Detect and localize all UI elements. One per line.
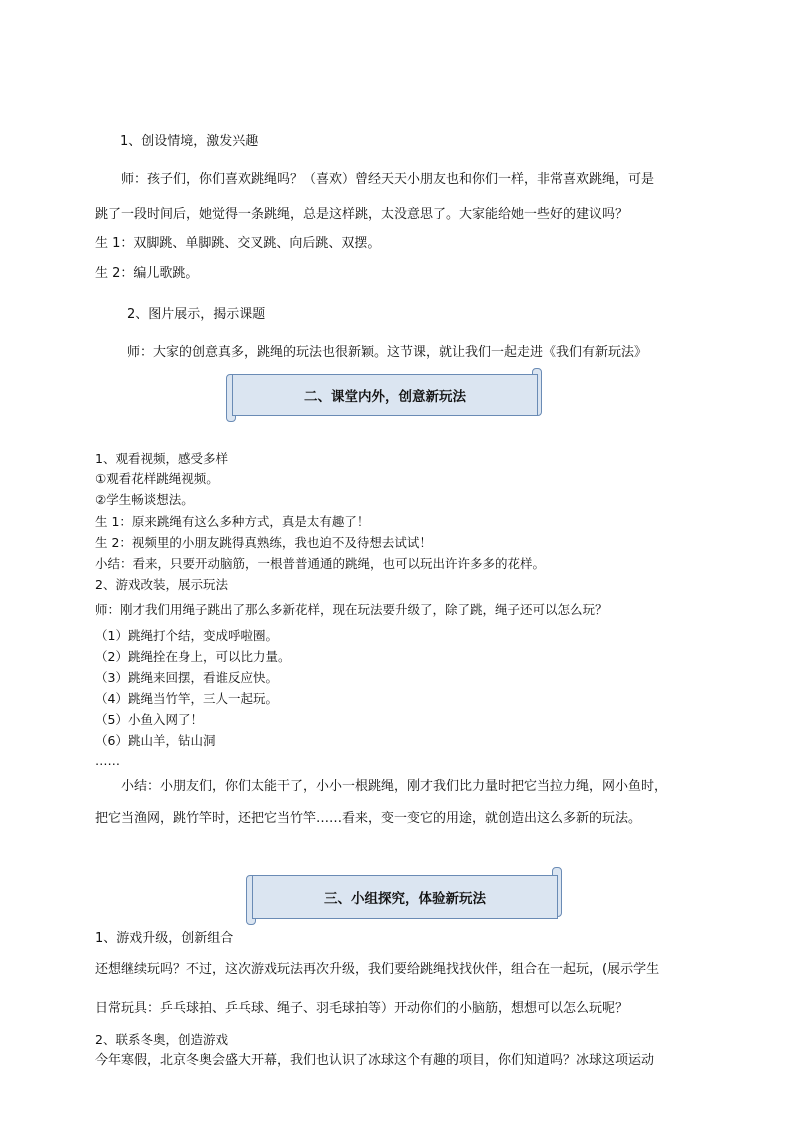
student-2-response: 生 2：视频里的小朋友跳得真熟练，我也迫不及待想去试试！: [95, 535, 432, 550]
banner-title: 二、课堂内外，创意新玩法: [232, 374, 538, 416]
list-item: （5）小鱼入网了！: [95, 712, 203, 727]
teacher-line-2: 师：大家的创意真多，跳绳的玩法也很新颖。这节课，就让我们一起走进《我们有新玩法》: [127, 345, 648, 360]
list-item: ①观看花样跳绳视频。: [95, 471, 219, 486]
student-1-line: 生 1：双脚跳、单脚跳、交叉跳、向后跳、双摆。: [95, 236, 381, 251]
list-item: （2）跳绳拴在身上，可以比力量。: [95, 649, 291, 664]
heading-watch-video: 1、观看视频，感受多样: [95, 451, 228, 466]
list-item: （3）跳绳来回摆，看谁反应快。: [95, 670, 278, 685]
paragraph-1b: 日常玩具：乒乓球拍、乒乓球、绳子、羽毛球拍等）开动你们的小脑筋，想想可以怎么玩呢？: [95, 1001, 629, 1016]
list-item: （4）跳绳当竹竿，三人一起玩。: [95, 691, 278, 706]
ellipsis: ……: [95, 753, 120, 768]
section-banner-2: [226, 368, 542, 420]
heading-game-modify: 2、游戏改装，展示玩法: [95, 577, 228, 592]
teacher-line-1a: 师：孩子们，你们喜欢跳绳吗？（喜欢）曾经天天小朋友也和你们一样，非常喜欢跳绳，可是: [121, 172, 655, 187]
heading-create-situation: 1、创设情境，激发兴趣: [120, 134, 259, 149]
section-banner-3: [246, 867, 562, 923]
banner-title: 三、小组探究，体验新玩法: [252, 875, 558, 919]
summary-2a: 小结：小朋友们，你们太能干了，小小一根跳绳，刚才我们比力量时把它当拉力绳，网小鱼时，: [121, 779, 668, 794]
summary-1: 小结：看来，只要开动脑筋，一根普普通通的跳绳，也可以玩出许许多多的花样。: [95, 556, 546, 571]
list-item: （6）跳山羊，钻山洞: [95, 733, 216, 748]
teacher-question: 师：刚才我们用绳子跳出了那么多新花样，现在玩法要升级了，除了跳，绳子还可以怎么玩？: [95, 602, 608, 617]
heading-game-upgrade: 1、游戏升级，创新组合: [95, 931, 234, 946]
student-1-response: 生 1：原来跳绳有这么多种方式，真是太有趣了！: [95, 514, 370, 529]
student-2-line: 生 2：编儿歌跳。: [95, 266, 199, 281]
paragraph-2: 今年寒假，北京冬奥会盛大开幕，我们也认识了冰球这个有趣的项目，你们知道吗？冰球这项运动: [95, 1053, 655, 1068]
paragraph-1a: 还想继续玩吗？不过，这次游戏玩法再次升级，我们要给跳绳找找伙伴，组合在一起玩，(展示学生: [95, 962, 660, 977]
list-item: （1）跳绳打个结，变成呼啦圈。: [95, 628, 278, 643]
heading-winter-olympics: 2、联系冬奥，创造游戏: [95, 1032, 228, 1047]
heading-picture-display: 2、图片展示，揭示课题: [127, 307, 266, 322]
summary-2b: 把它当渔网，跳竹竿时，还把它当竹竿……看来，变一变它的用途，就创造出这么多新的玩法。: [95, 811, 642, 826]
teacher-line-1b: 跳了一段时间后，她觉得一条跳绳，总是这样跳，太没意思了。大家能给她一些好的建议吗？: [95, 207, 629, 222]
list-item: ②学生畅谈想法。: [95, 492, 194, 507]
